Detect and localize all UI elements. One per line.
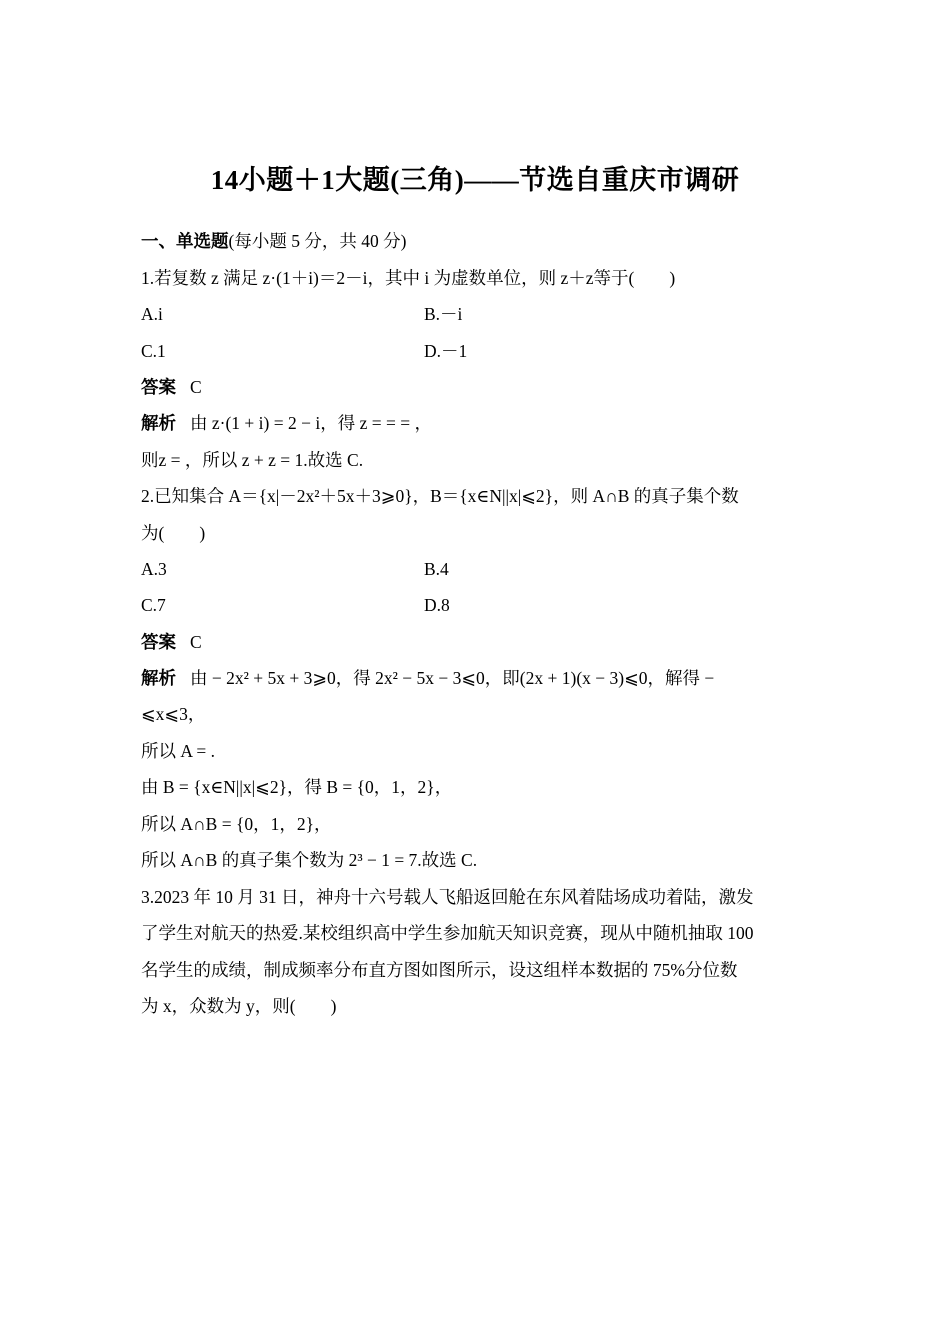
q2-analysis-line-5: 所以 A∩B = {0，1，2}，: [141, 814, 332, 834]
answer-label: 答案: [141, 632, 176, 652]
q3-stem-line-3: 名学生的成绩，制成频率分布直方图如图所示，设这组样本数据的 75%分位数: [141, 960, 738, 980]
q1-answer: [141, 375, 202, 399]
page-title: 14小题＋1大题(三角)——节选自重庆市调研: [210, 165, 740, 195]
q2-analysis-line-4: 由 B = {x∈N||x|⩽2}，得 B = {0，1，2}，: [141, 777, 453, 797]
section-label: 一、单选题: [141, 231, 229, 251]
section-note: (每小题 5 分，共 40 分): [228, 231, 407, 251]
q1-analysis-line-1: [141, 411, 432, 435]
q1-option-c: C.1: [141, 341, 166, 361]
q1-stem: 1.若复数 z 满足 z·(1＋i)＝2－i，其中 i 为虚数单位，则 z＋z等于( ): [141, 268, 676, 288]
q2-stem-line-1: 2.已知集合 A＝{x|－2x²＋5x＋3⩾0}，B＝{x∈N||x|⩽2}，则 A∩B 的真子集个数: [141, 486, 739, 506]
analysis-label: 解析: [141, 668, 176, 688]
q2-option-c: C.7: [141, 595, 166, 615]
q2-option-a: A.3: [141, 559, 167, 579]
answer-label: 答案: [141, 377, 176, 397]
q2-answer: [141, 630, 202, 654]
q1-option-b: B.－i: [424, 304, 463, 324]
q2-analysis-line-3: 所以 A = .: [141, 741, 216, 761]
q1-analysis-line-2: 则z = ，所以 z + z = 1.故选 C.: [141, 450, 364, 470]
q1-option-d: D.－1: [424, 341, 468, 361]
analysis-text: 由 − 2x² + 5x + 3⩾0，得 2x² − 5x − 3⩽0，即(2x + 1)(x − 3)⩽0，解得 −: [190, 668, 715, 688]
q3-stem-line-1: 3.2023 年 10 月 31 日，神舟十六号载人飞船返回舱在东风着陆场成功着陆，激发: [141, 887, 754, 907]
section-header: [141, 229, 406, 253]
analysis-label: 解析: [141, 413, 176, 433]
q2-analysis-line-2: ⩽x⩽3，: [141, 704, 206, 724]
q1-option-a: A.i: [141, 304, 163, 324]
q2-stem-line-2: 为( ): [141, 523, 206, 543]
q2-option-d: D.8: [424, 595, 450, 615]
analysis-text: 由 z·(1 + i) = 2 − i，得 z = = = ，: [190, 413, 432, 433]
q2-option-b: B.4: [424, 559, 449, 579]
q3-stem-line-2: 了学生对航天的热爱.某校组织高中学生参加航天知识竞赛，现从中随机抽取 100: [141, 923, 754, 943]
q3-stem-line-4: 为 x，众数为 y，则( ): [141, 996, 337, 1016]
answer-value: C: [190, 632, 202, 652]
answer-value: C: [190, 377, 202, 397]
q2-analysis-line-1: [141, 666, 714, 690]
q2-analysis-line-6: 所以 A∩B 的真子集个数为 2³ − 1 = 7.故选 C.: [141, 850, 478, 870]
